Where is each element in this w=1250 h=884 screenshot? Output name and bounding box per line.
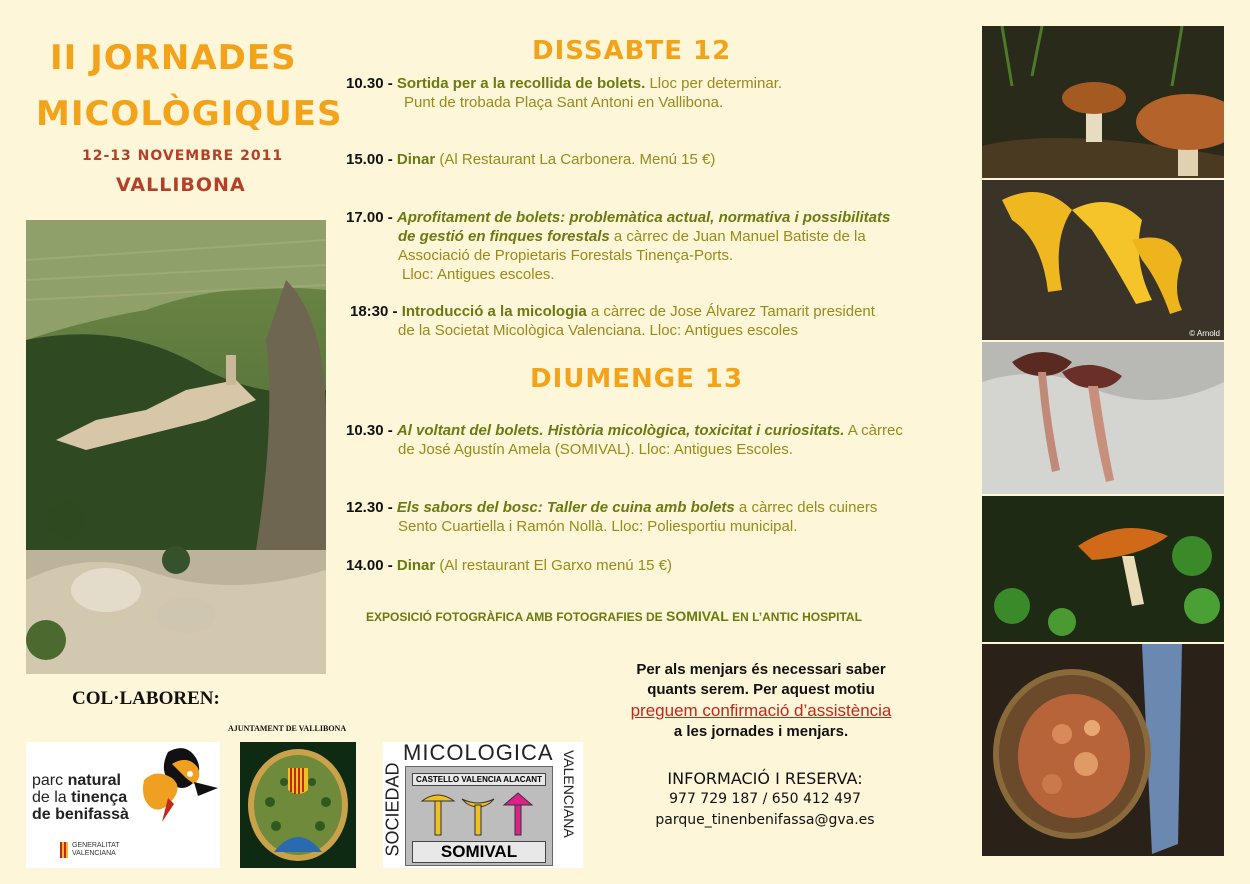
notice-line: Per als menjars és necessari saber xyxy=(636,661,886,678)
event-title: Dinar xyxy=(396,557,436,574)
mushroom-photo-basket xyxy=(982,644,1224,856)
event-detail: a càrrec dels cuiners xyxy=(734,499,878,516)
saturday-heading: DISSABTE 12 xyxy=(532,36,732,66)
event-detail: a càrrec de Jose Álvarez Tamarit president xyxy=(586,303,875,320)
mushroom-photo-ivy xyxy=(982,496,1224,642)
logo-text: tinença xyxy=(71,789,128,806)
mushroom-photo-chanterelle xyxy=(982,180,1224,340)
event-title: Al voltant del bolets. Història micològica, toxicitat i curiositats. xyxy=(396,422,845,439)
logo-text: natural xyxy=(67,772,121,789)
parc-natural-logo xyxy=(26,742,220,868)
somival-cities: CASTELLO VALENCIA ALACANT xyxy=(412,773,546,786)
vulture-icon xyxy=(138,744,220,824)
event-sun-1230 xyxy=(346,498,976,536)
title-line-1: II JORNADES xyxy=(50,38,297,78)
event-detail: Lloc per determinar. xyxy=(645,75,783,92)
event-time: 14.00 - xyxy=(346,557,393,574)
event-detail: (Al restaurant El Garxo menú 15 €) xyxy=(435,557,672,574)
notice-line: quants serem. Per aquest motiu xyxy=(647,681,875,698)
event-detail: Punt de trobada Plaça Sant Antoni en Vallibona. xyxy=(404,94,724,111)
mushroom-icons xyxy=(418,791,540,841)
event-detail: Sento Cuartiella i Ramón Nollà. Lloc: Poliesportiu municipal. xyxy=(398,518,798,535)
somival-left-text: SOCIEDAD xyxy=(382,762,403,857)
collaborators-heading: COL·LABOREN: xyxy=(72,688,220,709)
event-time: 18:30 - xyxy=(350,303,398,320)
event-detail: de José Agustín Amela (SOMIVAL). Lloc: Antigues Escoles. xyxy=(398,441,793,458)
event-place: VALLIBONA xyxy=(116,174,246,196)
exhibition-text: EXPOSICIÓ FOTOGRÀFICA AMB FOTOGRAFIES DE xyxy=(366,610,667,624)
contact-block xyxy=(610,768,920,831)
exhibition-text: EN L’ANTIC HOSPITAL xyxy=(728,610,862,624)
event-sat-1030 xyxy=(346,74,966,112)
logo-text: VALENCIANA xyxy=(72,850,116,857)
event-detail: de la Societat Micològica Valenciana. Lloc: Antigues escoles xyxy=(398,322,798,339)
sunday-heading: DIUMENGE 13 xyxy=(530,364,744,394)
event-time: 12.30 - xyxy=(346,499,393,516)
event-sun-1030 xyxy=(346,421,976,459)
contact-heading: INFORMACIÓ I RESERVA: xyxy=(667,769,863,788)
event-sun-1400 xyxy=(346,556,976,575)
logo-text: GENERALITAT xyxy=(72,842,120,849)
event-time: 15.00 - xyxy=(346,151,393,168)
photo-credit: © Arnold xyxy=(1189,329,1220,338)
logo-text: parc xyxy=(32,772,68,789)
exhibition-org: SOMIVAL xyxy=(666,608,729,624)
notice-line: a les jornades i menjars. xyxy=(673,723,849,740)
title-line-2: MICOLÒGIQUES xyxy=(36,94,343,134)
event-title: Dinar xyxy=(396,151,436,168)
event-sat-1500 xyxy=(346,150,966,169)
event-time: 10.30 - xyxy=(346,422,393,439)
somival-logo xyxy=(383,742,583,868)
event-detail: (Al Restaurant La Carbonera. Menú 15 €) xyxy=(435,151,716,168)
event-time: 17.00 - xyxy=(346,209,393,226)
event-time: 10.30 - xyxy=(346,75,393,92)
logo-text: de la xyxy=(32,789,72,806)
somival-top-text: MICOLOGICA xyxy=(403,740,554,765)
event-detail: A càrrec xyxy=(844,422,903,439)
somival-right-text: VALENCIANA xyxy=(561,750,577,838)
generalitat-icon xyxy=(60,842,68,858)
event-title: Aprofitament de bolets: problemàtica actual, normativa i possibilitats xyxy=(396,209,891,226)
contact-email[interactable]: parque_tinenbenifassa@gva.es xyxy=(655,812,875,828)
ajuntament-label: AJUNTAMENT DE VALLIBONA xyxy=(228,724,347,733)
event-title: Els sabors del bosc: Taller de cuina amb bolets xyxy=(396,499,735,516)
event-sat-1830 xyxy=(350,302,970,340)
event-sat-1700 xyxy=(346,208,966,284)
meals-notice xyxy=(596,660,926,742)
event-detail: a càrrec de Juan Manuel Batiste de la xyxy=(609,228,866,245)
event-dates: 12-13 NOVEMBRE 2011 xyxy=(82,148,284,164)
generalitat-logo xyxy=(72,842,120,858)
logo-text: de benifassà xyxy=(32,806,129,823)
event-title: Sortida per a la recollida de bolets. xyxy=(396,75,646,92)
exhibition-notice xyxy=(366,608,862,624)
somival-name: SOMIVAL xyxy=(412,841,546,863)
rsvp-link[interactable]: preguem confirmació d’assistència xyxy=(630,701,892,720)
vallibona-landscape-photo xyxy=(26,220,326,674)
ajuntament-vallibona-logo xyxy=(240,742,356,868)
contact-phones[interactable]: 977 729 187 / 650 412 497 xyxy=(669,791,861,807)
event-detail: Associació de Propietaris Forestals Tinença-Ports. xyxy=(398,247,734,264)
mushroom-photo-cortinarius xyxy=(982,342,1224,494)
event-title: Introducció a la micologia xyxy=(401,303,587,320)
event-title: de gestió en finques forestals xyxy=(398,228,610,245)
event-location: Lloc: Antigues escoles. xyxy=(402,266,555,283)
mushroom-photo-boletus xyxy=(982,26,1224,178)
